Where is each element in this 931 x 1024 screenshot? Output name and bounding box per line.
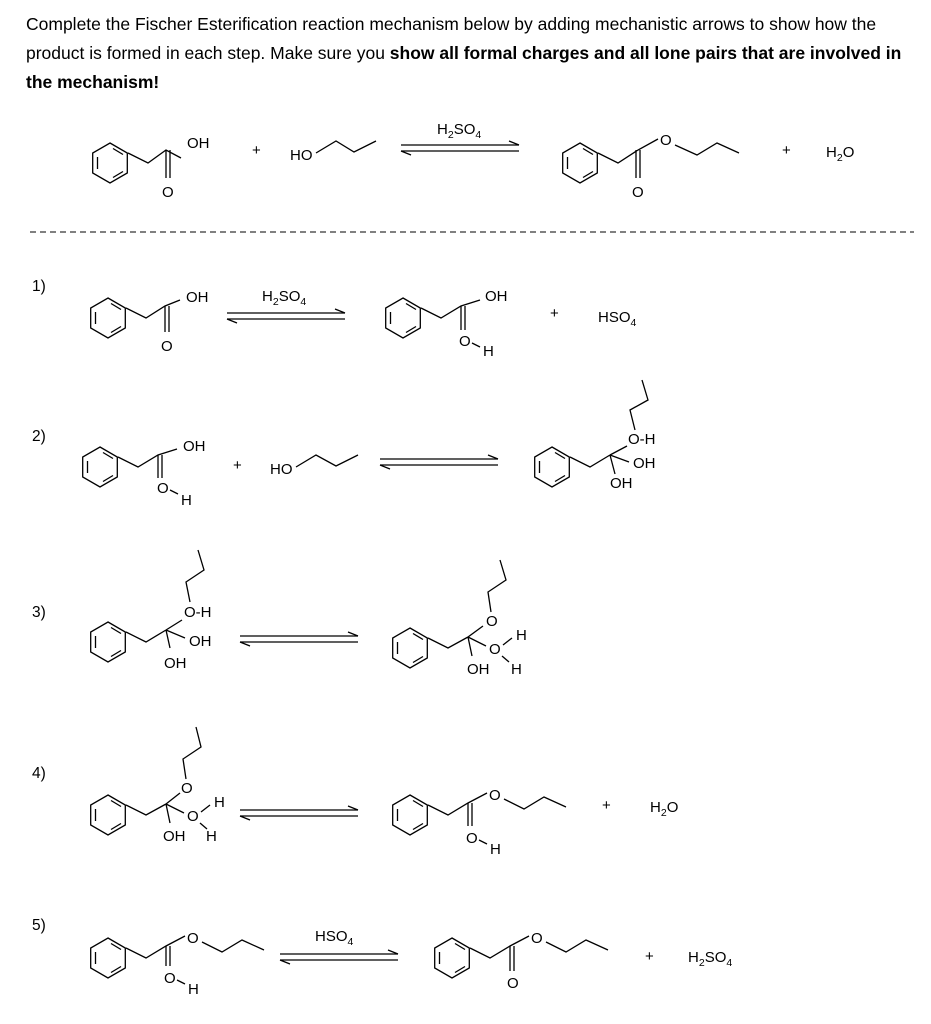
proton-h-label: H — [490, 841, 501, 858]
oxonium-label: O-H — [628, 431, 656, 448]
alcohol-ho-label: HO — [270, 461, 293, 478]
oxonium-o-label: O — [187, 808, 199, 825]
ester-o-label: O — [660, 132, 672, 149]
equilibrium-arrow — [227, 309, 345, 323]
proton-h-label: H — [214, 794, 225, 811]
step-number: 3) — [32, 604, 46, 621]
benzene-ring — [393, 628, 428, 668]
acid-oh-label: OH — [183, 438, 206, 455]
hydroxyl-label: OH — [163, 828, 186, 845]
ether-o-label: O — [486, 613, 498, 630]
oxonium-label: O-H — [184, 604, 212, 621]
benzene-ring — [91, 298, 126, 338]
benzene-ring — [435, 938, 470, 978]
ester-o-label: O — [187, 930, 199, 947]
equilibrium-arrow — [401, 141, 519, 155]
plus-sign: + — [233, 457, 242, 474]
step-number: 4) — [32, 765, 46, 782]
step-5 — [32, 917, 732, 998]
equilibrium-arrow — [280, 950, 398, 964]
hydroxyl-label: OH — [610, 475, 633, 492]
hydroxyl-label: OH — [164, 655, 187, 672]
plus-sign: + — [550, 305, 559, 322]
step-2 — [32, 380, 656, 509]
instructions-text: Complete the Fischer Esterification reaction mechanism below by adding mechanistic arrows to show how the product is formed in each step. Make sure you — [26, 14, 877, 63]
proton-h-label: H — [188, 981, 199, 998]
acid-oh-label: OH — [187, 135, 210, 152]
step-number: 1) — [32, 278, 46, 295]
carbonyl-o-label: O — [162, 184, 174, 201]
plus-sign: + — [252, 142, 261, 159]
step-number: 2) — [32, 428, 46, 445]
carbonyl-o-label: O — [507, 975, 519, 992]
protonated-o-label: O — [164, 970, 176, 987]
catalyst-label: $H_2SO_4$ — [437, 121, 482, 141]
proton-h-label: H — [181, 492, 192, 509]
hydroxyl-label: OH — [189, 633, 212, 650]
plus-sign: + — [645, 948, 654, 965]
equilibrium-arrow — [380, 455, 498, 469]
hydroxyl-label: OH — [467, 661, 490, 678]
step-3 — [32, 550, 527, 678]
proton-h-label: H — [511, 661, 522, 678]
benzene-ring — [91, 795, 126, 835]
reagent-label: $H_2SO_4$ — [262, 288, 307, 308]
benzene-ring — [535, 447, 570, 487]
protonated-o-label: O — [466, 830, 478, 847]
carbonyl-o-label: O — [161, 338, 173, 355]
benzene-ring — [386, 298, 421, 338]
proton-h-label: H — [483, 343, 494, 360]
instructions-bold: show all formal charges and all lone pairs that are involved in the mechanism! — [26, 43, 902, 92]
product-oh-label: OH — [485, 288, 508, 305]
protonated-o-label: O — [459, 333, 471, 350]
byproduct-label: $H_2O$ — [650, 799, 679, 819]
proton-h-label: H — [516, 627, 527, 644]
byproduct-label: $H_2SO_4$ — [688, 949, 733, 969]
byproduct-label: $HSO_4$ — [598, 309, 637, 329]
overall-reaction — [93, 121, 855, 201]
carbonyl-o-label: O — [632, 184, 644, 201]
benzene-ring — [91, 938, 126, 978]
oxonium-o-label: O — [489, 641, 501, 658]
step-4 — [32, 727, 678, 858]
equilibrium-arrow — [240, 806, 358, 820]
reagent-label: $HSO_4$ — [315, 928, 354, 948]
equilibrium-arrow — [240, 632, 358, 646]
ester-o-label: O — [531, 930, 543, 947]
plus-sign: + — [602, 797, 611, 814]
benzene-ring — [91, 622, 126, 662]
benzene-ring — [393, 795, 428, 835]
water-label: $H_2O$ — [826, 144, 855, 164]
ether-o-label: O — [181, 780, 193, 797]
benzene-ring — [93, 143, 128, 183]
ester-o-label: O — [489, 787, 501, 804]
plus-sign: + — [782, 142, 791, 159]
acid-oh-label: OH — [186, 289, 209, 306]
protonated-o-label: O — [157, 480, 169, 497]
hydroxyl-label: OH — [633, 455, 656, 472]
alcohol-ho-label: HO — [290, 147, 313, 164]
benzene-ring — [563, 143, 598, 183]
step-1 — [32, 278, 637, 360]
benzene-ring — [83, 447, 118, 487]
proton-h-label: H — [206, 828, 217, 845]
step-number: 5) — [32, 917, 46, 934]
